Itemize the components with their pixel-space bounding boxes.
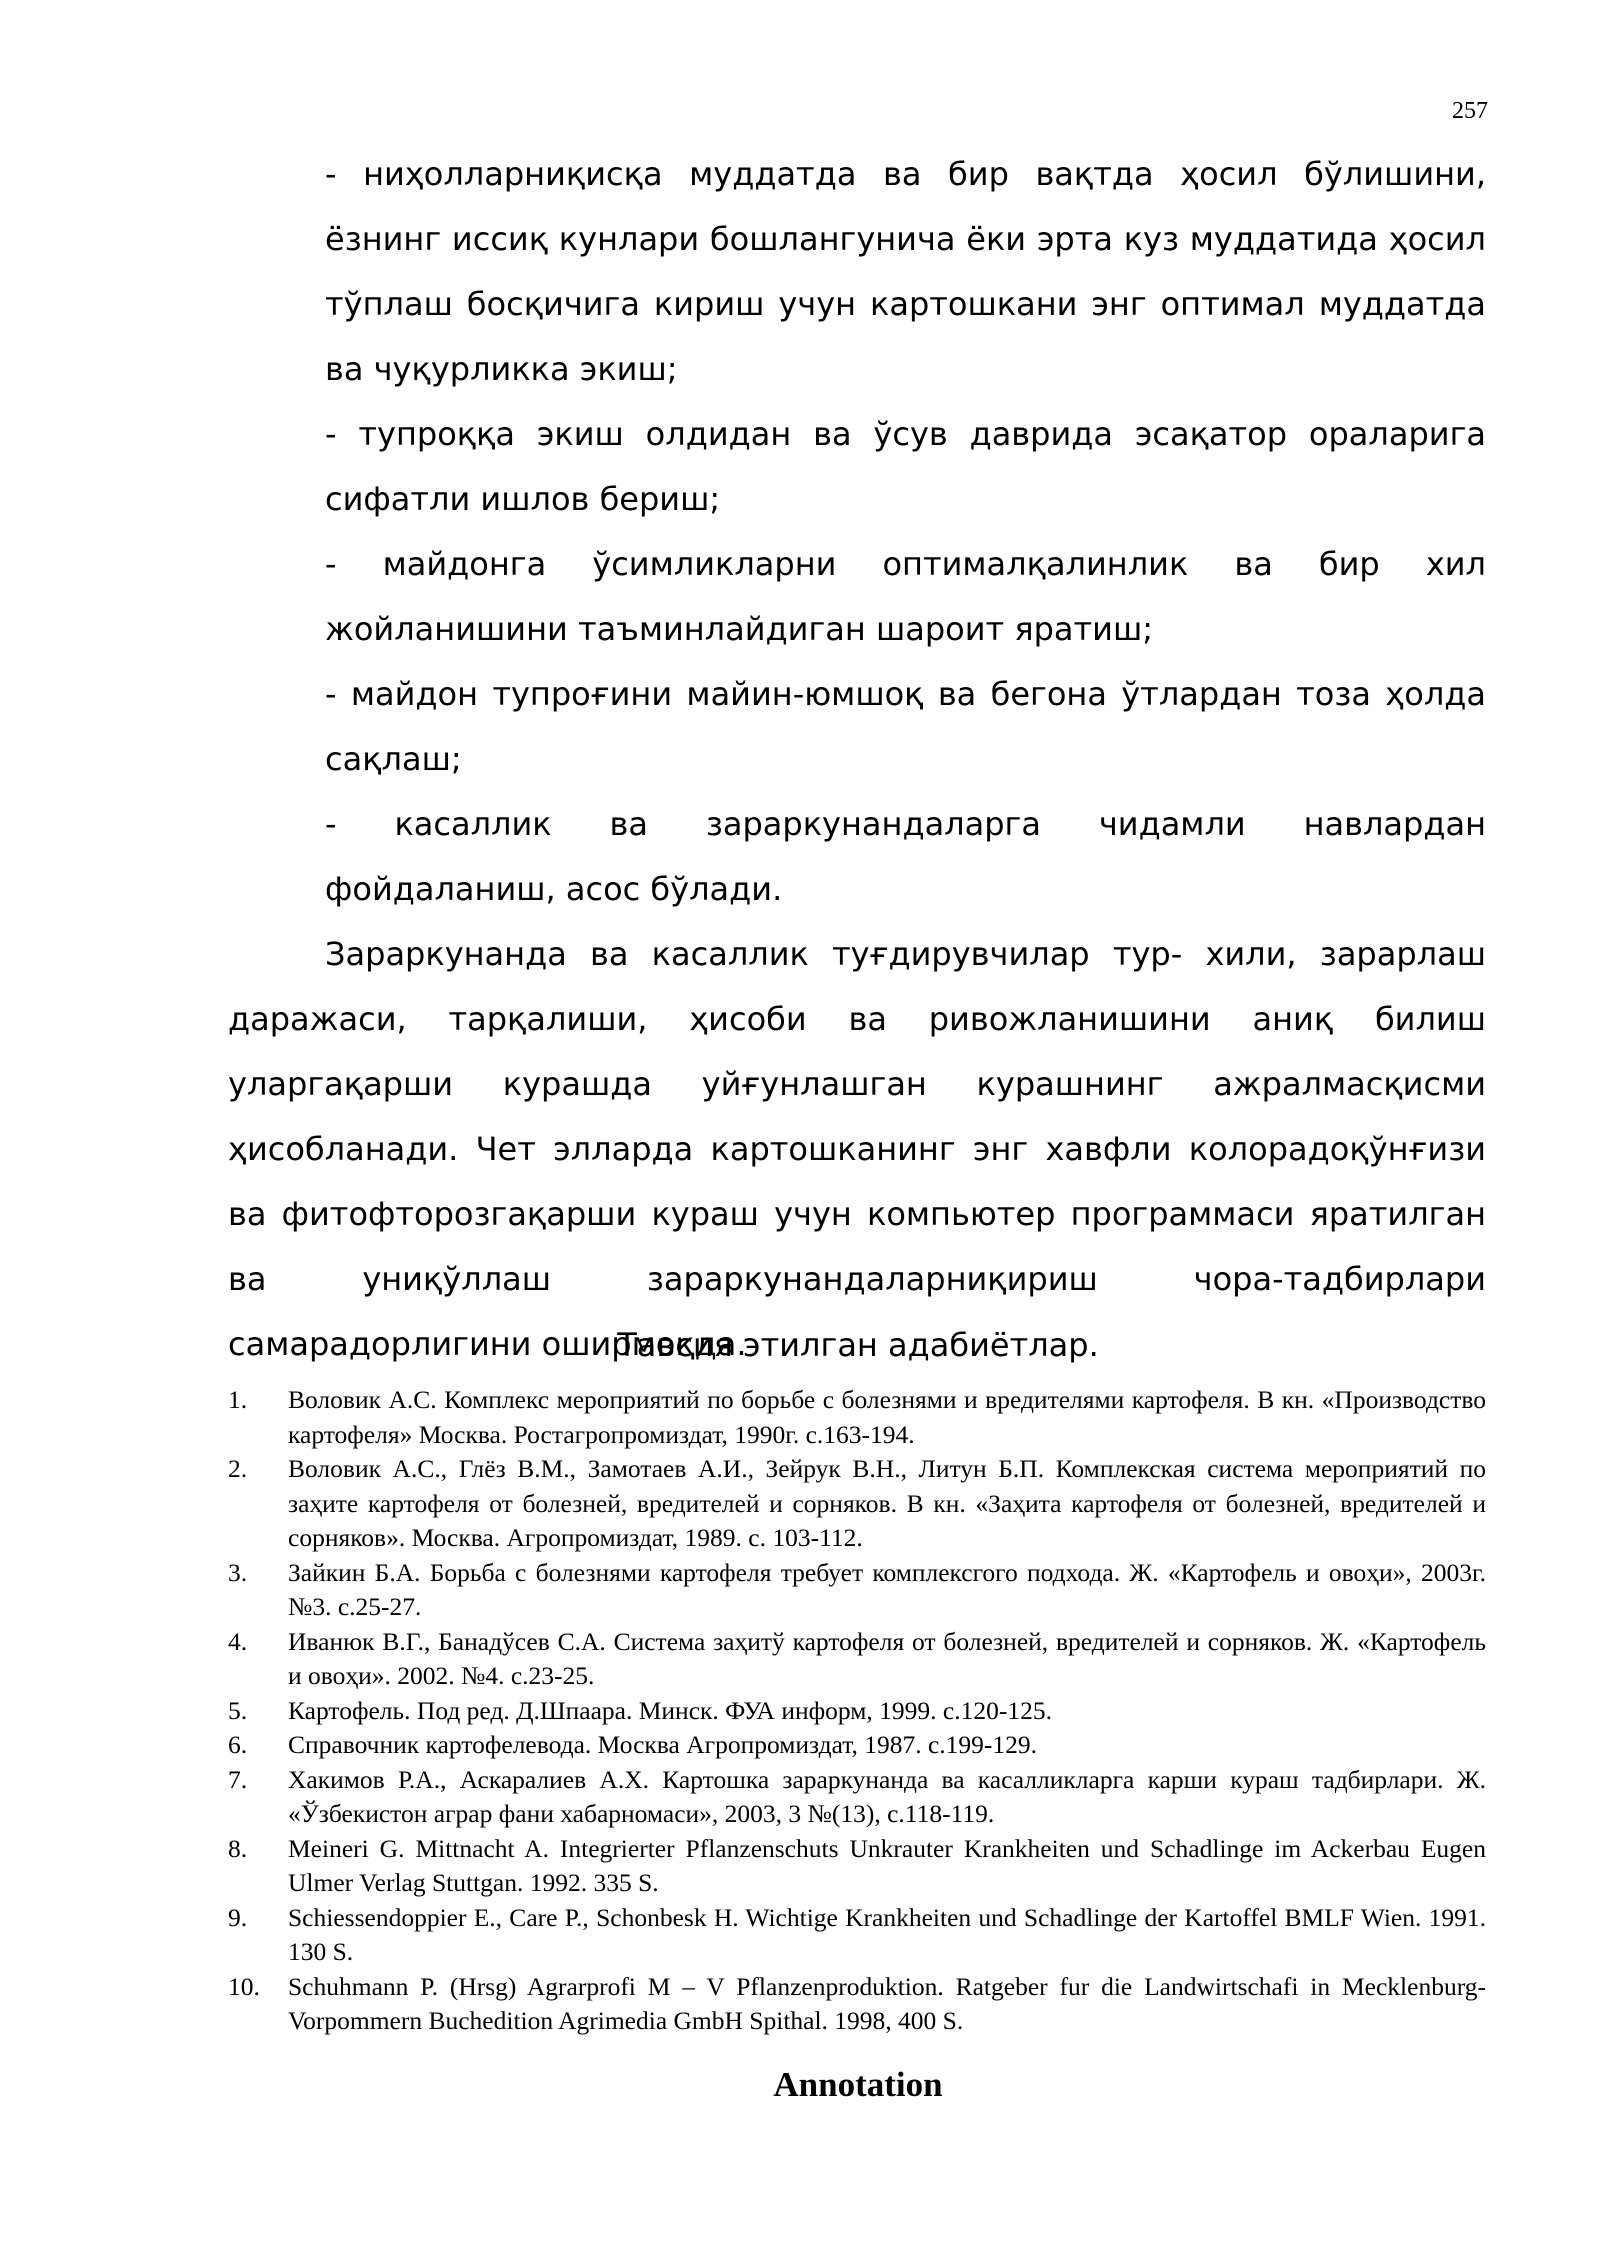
body-text (228, 142, 1486, 1377)
reference-number: 10. (228, 1971, 260, 2001)
reference-item (228, 1556, 1486, 1625)
page-number: 257 (1452, 98, 1488, 124)
reference-text: Воловик А.С. Комплекс мероприятий по борьбе с болезнями и вредителями картофеля. В кн. «Производство картофеля» Москва. Ростагропромиздат, 1990г. с.163-194. (288, 1385, 1486, 1449)
reference-text: Schiessendoppier E., Care P., Schonbesk H. Wichtige Krankheiten und Schadlinge der Kartoffel BMLF Wien. 1991. 130 S. (288, 1902, 1486, 1966)
reference-number: 6. (228, 1730, 248, 1759)
reference-text: Schuhmann P. (Hrsg) Agrarprofi M – V Pflanzenproduktion. Ratgeber fur die Landwirtschafi in Mecklenburg-Vorpommern Buchedition Agrimedia GmbH Spithal. 1998, 400 S. (288, 1971, 1486, 2035)
reference-item (228, 1694, 1486, 1729)
reference-item (228, 1901, 1486, 1970)
bullet-item: - ниҳолларниқисқа муддатда ва бир вақтда ҳосил бўлишини, ёзнинг иссиқ кунлари бошлангунича ёки эрта куз муддатида ҳосил тўплаш босқичига кириш учун картошкани энг оптимал муддатда ва чуқурликка экиш; (325, 155, 1486, 388)
reference-item (228, 1383, 1486, 1452)
reference-item (228, 1763, 1486, 1832)
bullet-item: - тупроққа экиш олдидан ва ўсув даврида эсақатор ораларига сифатли ишлов бериш; (325, 415, 1486, 518)
reference-text: Хакимов Р.А., Аскаралиев А.Х. Картошка зараркунанда ва касалликларга карши кураш тадбирлари. Ж. «Ўзбекистон аграр фани хабарномаси», 2003, 3 №(13), с.118-119. (288, 1764, 1486, 1828)
reference-item (228, 1832, 1486, 1901)
references-list (228, 1383, 1486, 2039)
reference-number: 2. (228, 1454, 248, 1483)
references-title: Тавсия этилган адабиётлар. (617, 1326, 1099, 1364)
bullet-item: - касаллик ва зараркунандаларга чидамли навлардан фойдаланиш, асос бўлади. (325, 805, 1486, 908)
reference-text: Воловик А.С., Глёз В.М., Замотаев А.И., Зейрук В.Н., Литун Б.П. Комплекская система мероприятий по заҳите картофеля от болезней, вредителей и сорняков. В кн. «Заҳита картофеля от болезней, вредителей и сорняков». Москва. Агропромиздат, 1989. с. 103-112. (288, 1454, 1486, 1552)
reference-item (228, 1452, 1486, 1556)
reference-text: Зайкин Б.А. Борьба с болезнями картофеля требует комплексгого подхода. Ж. «Картофель и овоҳи», 2003г. №3. с.25-27. (288, 1557, 1486, 1621)
reference-number: 5. (228, 1695, 248, 1725)
reference-item (228, 1728, 1486, 1763)
reference-item (228, 1625, 1486, 1694)
reference-number: 3. (228, 1557, 248, 1587)
reference-item (228, 1970, 1486, 2039)
annotation-heading: Annotation (773, 2065, 943, 2104)
reference-text: Meineri G. Mittnacht A. Integrierter Pflanzenschuts Unkrauter Krankheiten und Schadlinge im Ackerbau Eugen Ulmer Verlag Stuttgan. 1992. 335 S. (288, 1833, 1486, 1897)
reference-text: Иванюк В.Г., Банадўсев С.А. Система заҳитў картофеля от болезней, вредителей и сорняков. Ж. «Картофель и овоҳи». 2002. №4. с.23-25. (288, 1626, 1486, 1690)
body-paragraph: Зараркунанда ва касаллик туғдирувчилар тур- хили, зарарлаш даражаси, тарқалиши, ҳисоби ва ривожланишини аниқ билиш уларгақарши курашда уйғунлашган курашнинг ажралмасқисми ҳисобланади. Чет элларда картошканинг энг хавфли колорадоқўнғизи ва фитофторозгақарши кураш учун компьютер программаси яратилган ва униқўллаш зараркунандаларниқириш чора-тадбирлари самарадорлигини оширмоқда. (228, 935, 1486, 1363)
reference-number: 1. (228, 1385, 248, 1414)
reference-text: Картофель. Под ред. Д.Шпаара. Минск. ФУА информ, 1999. с.120-125. (288, 1695, 1052, 1725)
reference-number: 9. (228, 1902, 248, 1932)
bullet-item: - майдонга ўсимликларни оптималқалинлик ва бир хил жойланишини таъминлайдиган шароит яратиш; (325, 545, 1486, 648)
reference-number: 8. (228, 1833, 248, 1863)
bullet-item: - майдон тупроғини майин-юмшоқ ва бегона ўтлардан тоза ҳолда сақлаш; (325, 675, 1486, 778)
reference-text: Справочник картофелевода. Москва Агропромиздат, 1987. с.199-129. (288, 1730, 1038, 1759)
reference-number: 4. (228, 1626, 248, 1656)
reference-number: 7. (228, 1764, 248, 1794)
